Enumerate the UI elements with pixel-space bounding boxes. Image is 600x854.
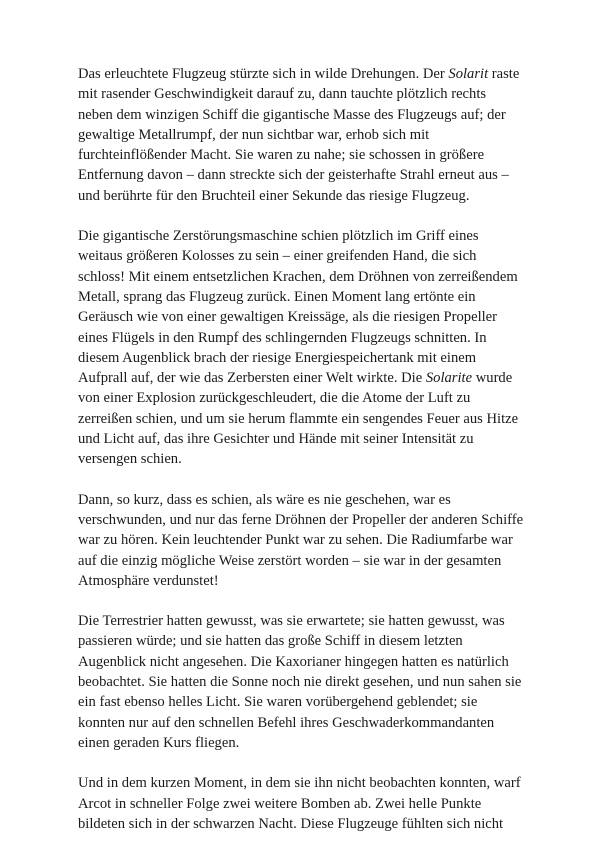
text-line [78,348,550,368]
text-run: furchteinflößender Macht. Sie waren zu nahe; sie schossen in größere [78,147,485,164]
text-run: passieren würde; und sie hatten das große Schiff in diesem letzten [78,633,463,650]
text-line [78,145,550,165]
text-run: auf die einzig mögliche Weise zerstört worden – sie war in der gesamten [78,552,502,569]
text-run: konnten nur auf den schnellen Befehl ihres Geschwaderkommandanten [78,714,495,731]
text-run: Atmosphäre verdunstet! [78,572,219,589]
text-line [78,490,550,510]
text-run: Arcot in schneller Folge zwei weitere Bomben ab. Zwei helle Punkte [78,795,482,812]
text-run: Augenblick nicht angesehen. Die Kaxorianer hingegen hatten es natürlich [78,653,509,670]
text-line [78,287,550,307]
text-line [78,652,550,672]
text-line [78,611,550,631]
document-page [78,64,550,854]
text-run: wurde [472,370,513,387]
text-run: Geräusch wie von einer gewaltigen Kreissäge, als die riesigen Propeller [78,309,498,326]
text-line [78,307,550,327]
text-line [78,105,550,125]
text-run: und Licht auf, das ihre Gesichter und Hände mit seiner Intensität zu [78,431,474,448]
paragraph [78,490,550,591]
text-line [78,510,550,530]
text-run: und berührte für den Bruchteil einer Sekunde das riesige Flugzeug. [78,187,470,204]
text-line [78,449,550,469]
text-run: versengen schien. [78,451,182,468]
text-run: ein fast ebenso helles Licht. Sie waren vorübergehend geblendet; sie [78,694,478,711]
text-run: war zu hören. Kein leuchtender Punkt war zu sehen. Die Radiumfarbe war [78,532,513,549]
text-line [78,267,550,287]
text-line [78,226,550,246]
text-run: Und in dem kurzen Moment, in dem sie ihn nicht beobachten konnten, warf [78,775,521,792]
text-run: eines Flügels in den Rumpf des schlingernden Flugzeugs schnitten. In [78,329,487,346]
text-run: Entfernung davon – dann streckte sich der geisterhafte Strahl erneut aus – [78,167,509,184]
text-line [78,631,550,651]
text-run: von einer Explosion zurückgeschleudert, die die Atome der Luft zu [78,390,471,407]
italic-ship-name: Solarit [448,66,489,82]
text-line [78,388,550,408]
text-run: Metall, sprang das Flugzeug zurück. Einen Moment lang ertönte ein [78,288,476,305]
text-run: diesem Augenblick brach der riesige Energiespeichertank mit einem [78,349,477,366]
text-line [78,571,550,591]
text-line [78,530,550,550]
text-line [78,368,550,388]
text-line [78,409,550,429]
text-line [78,246,550,266]
text-line [78,429,550,449]
text-run: Dann, so kurz, dass es schien, als wäre es nie geschehen, war es [78,491,451,508]
text-line [78,733,550,753]
text-line [78,814,550,834]
text-line [78,551,550,571]
text-line [78,692,550,712]
text-run: Das erleuchtete Flugzeug stürzte sich in wilde Drehungen. Der [78,66,449,82]
text-run: gewaltige Metallrumpf, der nun sichtbar war, erhob sich mit [78,126,430,143]
text-line [78,794,550,814]
text-run: neben dem winzigen Schiff die gigantische Masse des Flugzeugs auf; der [78,106,506,123]
text-line [78,672,550,692]
text-run: einen geraden Kurs fliegen. [78,734,240,751]
text-run: zerreißen schien, und um sie herum flammte ein sengendes Feuer aus Hitze [78,410,519,427]
paragraph [78,773,550,834]
text-run: weitaus größeren Kolosses zu sein – einer greifenden Hand, die sich [78,248,477,265]
text-line [78,165,550,185]
text-line [78,186,550,206]
text-line [78,773,550,793]
text-run: Aufprall auf, der wie das Zerbersten einer Welt wirkte. Die [78,370,426,387]
text-run: schloss! Mit einem entsetzlichen Krachen, dem Dröhnen von zerreißendem [78,268,518,285]
text-run: Die Terrestrier hatten gewusst, was sie erwartete; sie hatten gewusst, was [78,613,505,630]
text-run: verschwunden, und nur das ferne Dröhnen der Propeller der anderen Schiffe [78,511,524,528]
paragraph [78,64,550,206]
paragraph [78,226,550,470]
text-line [78,125,550,145]
paragraph [78,611,550,753]
text-line [78,64,550,84]
italic-ship-name: Solarite [425,370,473,387]
text-run: mit rasender Geschwindigkeit darauf zu, dann tauchte plötzlich rechts [78,86,487,103]
text-run: beobachtet. Sie hatten die Sonne noch nie direkt gesehen, und nun sahen sie [78,674,522,691]
text-run: raste [488,66,520,82]
text-run: bildeten sich in der schwarzen Nacht. Diese Flugzeuge fühlten sich nicht [78,815,504,832]
text-line [78,328,550,348]
text-line [78,713,550,733]
text-run: Die gigantische Zerstörungsmaschine schien plötzlich im Griff eines [78,228,479,245]
text-line [78,84,550,104]
